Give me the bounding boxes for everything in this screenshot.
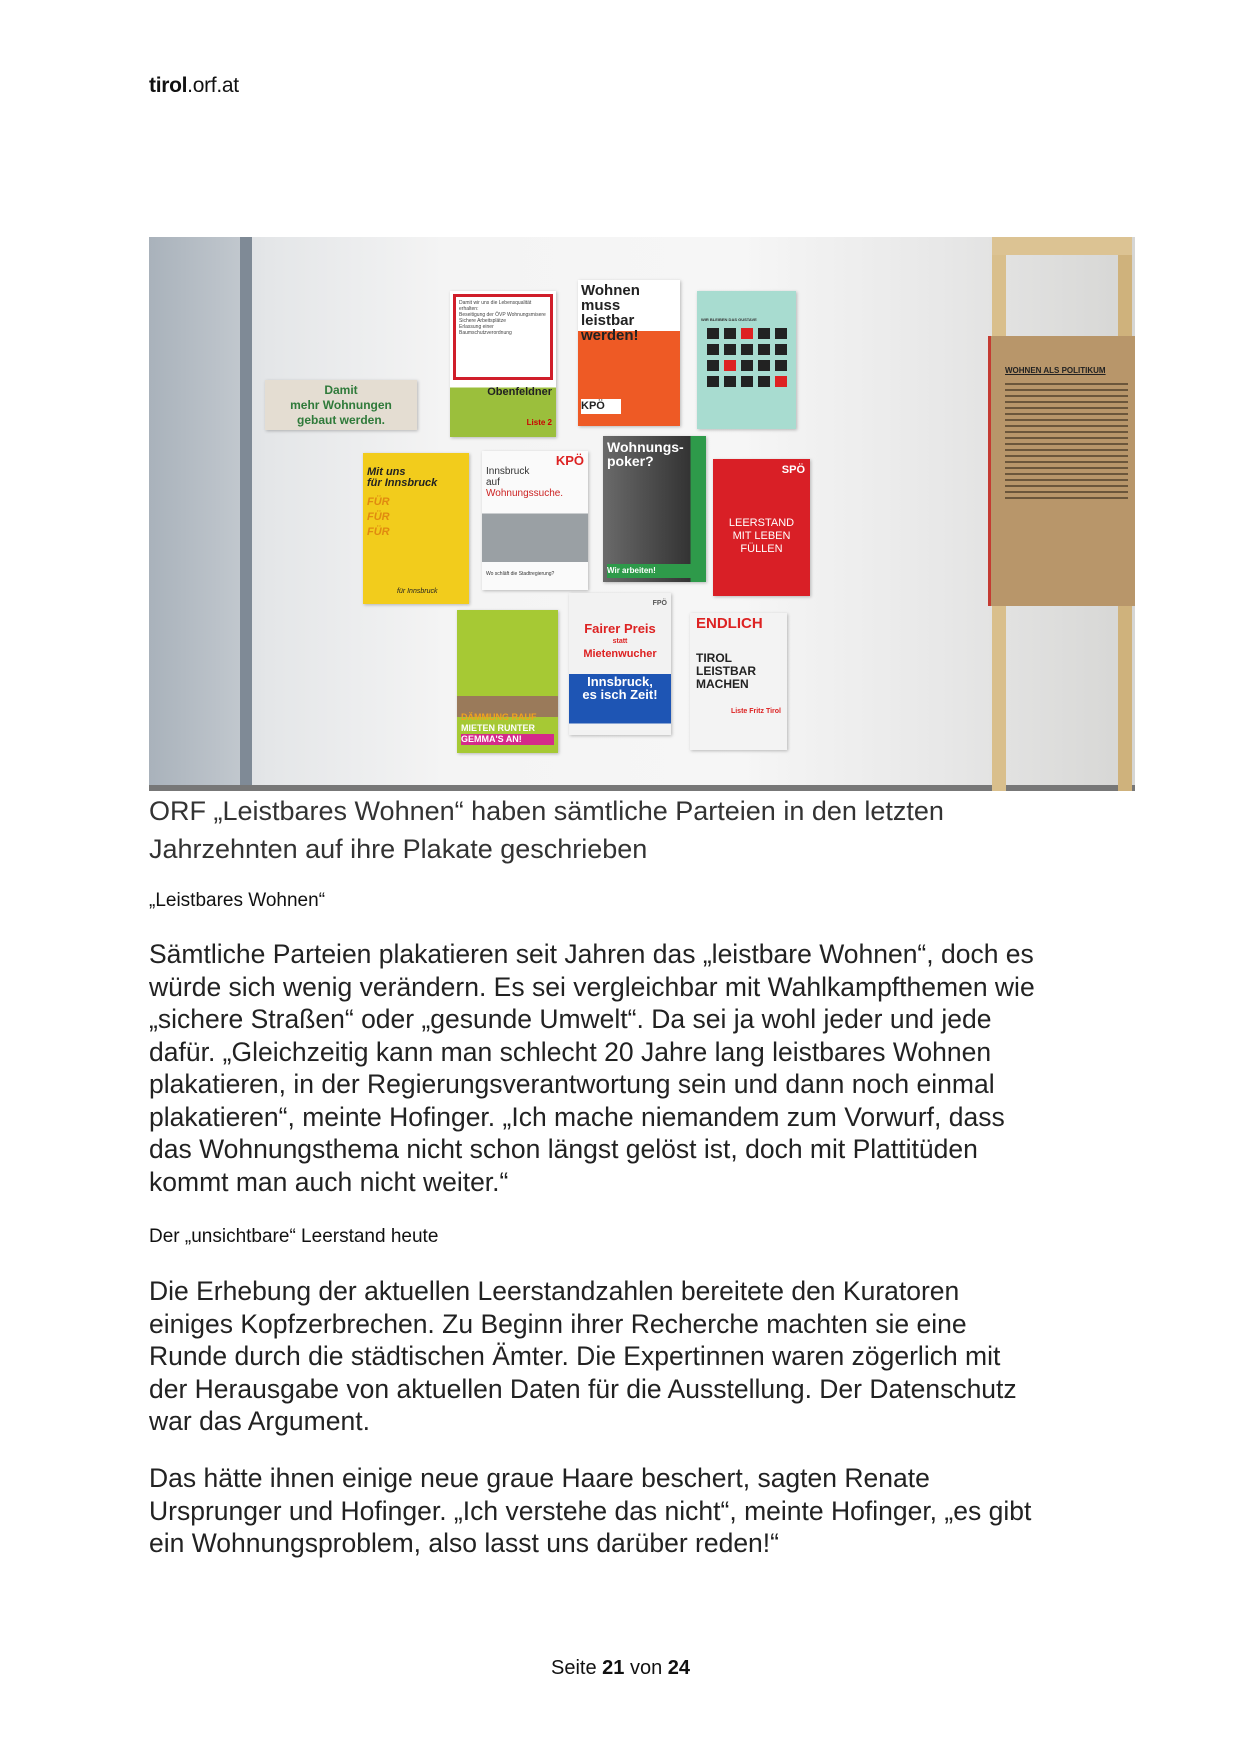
info-board-title: WOHNEN ALS POLITIKUM: [1005, 366, 1106, 375]
subheading-leerstand: Der „unsichtbare“ Leerstand heute: [149, 1226, 439, 1247]
paragraph-1: Sämtliche Parteien plakatieren seit Jahren das „leistbare Wohnen“, doch es würde sich wenig verändern. Es sei vergleichbar mit Wahlkampfthemen wie „sichere Straßen“ oder „gesunde Umwelt“. Da sei ja wohl jeder und jede dafür. „Gleichzeitig kann man schlecht 20 Jahre lang leistbares Wohnen plakatieren, in der Regierungsverantwortung sein und dann noch einmal plakatieren“, meinte Hofinger. „Ich mache niemandem zum Vorwurf, dass das Wohnungsthema nicht schon längst gelöst ist, doch mit Plattitüden kommt man auch nicht weiter.“: [149, 939, 1035, 1197]
paragraph-3: Das hätte ihnen einige neue graue Haare beschert, sagten Renate Ursprunger und Hofinger. „Ich verstehe das nicht“, meinte Hofinger, „es gibt ein Wohnungsproblem, also lasst uns darüber reden!“: [149, 1463, 1032, 1558]
photo-caption: ORF „Leistbares Wohnen“ haben sämtliche Parteien in den letzten Jahrzehnten auf ihre Plakate geschrieben: [149, 796, 944, 864]
site-header: [149, 74, 239, 98]
poster-liste2: Damit wir uns die Lebensqualität erhalten: Beseitigung der ÖVP Wohnungsmisere Sichere Arbeitsplätze Erlassung einer Baumschutzverordnung Obenfeldner Liste 2: [450, 291, 556, 437]
poster-liste-fritz: ENDLICH TIROL LEISTBAR MACHEN Liste Fritz Tirol: [690, 613, 787, 750]
poster-gruene-daemmung: DÄMMUNG RAUF MIETEN RUNTER GEMMA'S AN!: [457, 610, 558, 753]
poster-kpo-wohnen: Wohnen muss leistbar werden! KPÖ: [578, 280, 680, 426]
wall-corner: [149, 237, 252, 791]
poster-damit: Damit mehr Wohnungen gebaut werden.: [265, 380, 417, 430]
poster-gruene-poker: Wohnungs- poker? Wir arbeiten!: [603, 436, 706, 582]
site-domain: .orf.at: [187, 74, 239, 97]
poster-kpo-innsbruck: KPÖ Innsbruck auf Wohnungssuche. Wo schläft die Stadtregierung?: [482, 451, 588, 590]
paragraph-2: Die Erhebung der aktuellen Leerstandzahlen bereitete den Kuratoren einiges Kopfzerbrechen. Zu Beginn ihrer Recherche machten sie eine Runde durch die städtischen Ämter. Die Expertinnen waren zögerlich mit der Herausgabe von aktuellen Daten für die Ausstellung. Der Datenschutz war das Argument.: [149, 1276, 1017, 1436]
poster-teal: WIR BLEIBEN DAS GUSTAVE: [697, 291, 796, 429]
article-photo: [149, 237, 1135, 791]
floor: [149, 785, 1135, 791]
subheading-leistbares-wohnen: „Leistbares Wohnen“: [149, 890, 326, 911]
page-number: Seite 21 von 24: [550, 1657, 690, 1679]
info-board: [988, 336, 1135, 606]
poster-yellow: Mit uns für Innsbruck FÜR FÜR FÜR für Innsbruck: [363, 453, 469, 604]
site-name: tirol: [149, 74, 188, 97]
poster-spo: SPÖ LEERSTAND MIT LEBEN FÜLLEN: [713, 459, 810, 596]
poster-fpo: FPÖ Fairer Preis statt Mietenwucher Innsbruck, es isch Zeit!: [569, 593, 671, 735]
